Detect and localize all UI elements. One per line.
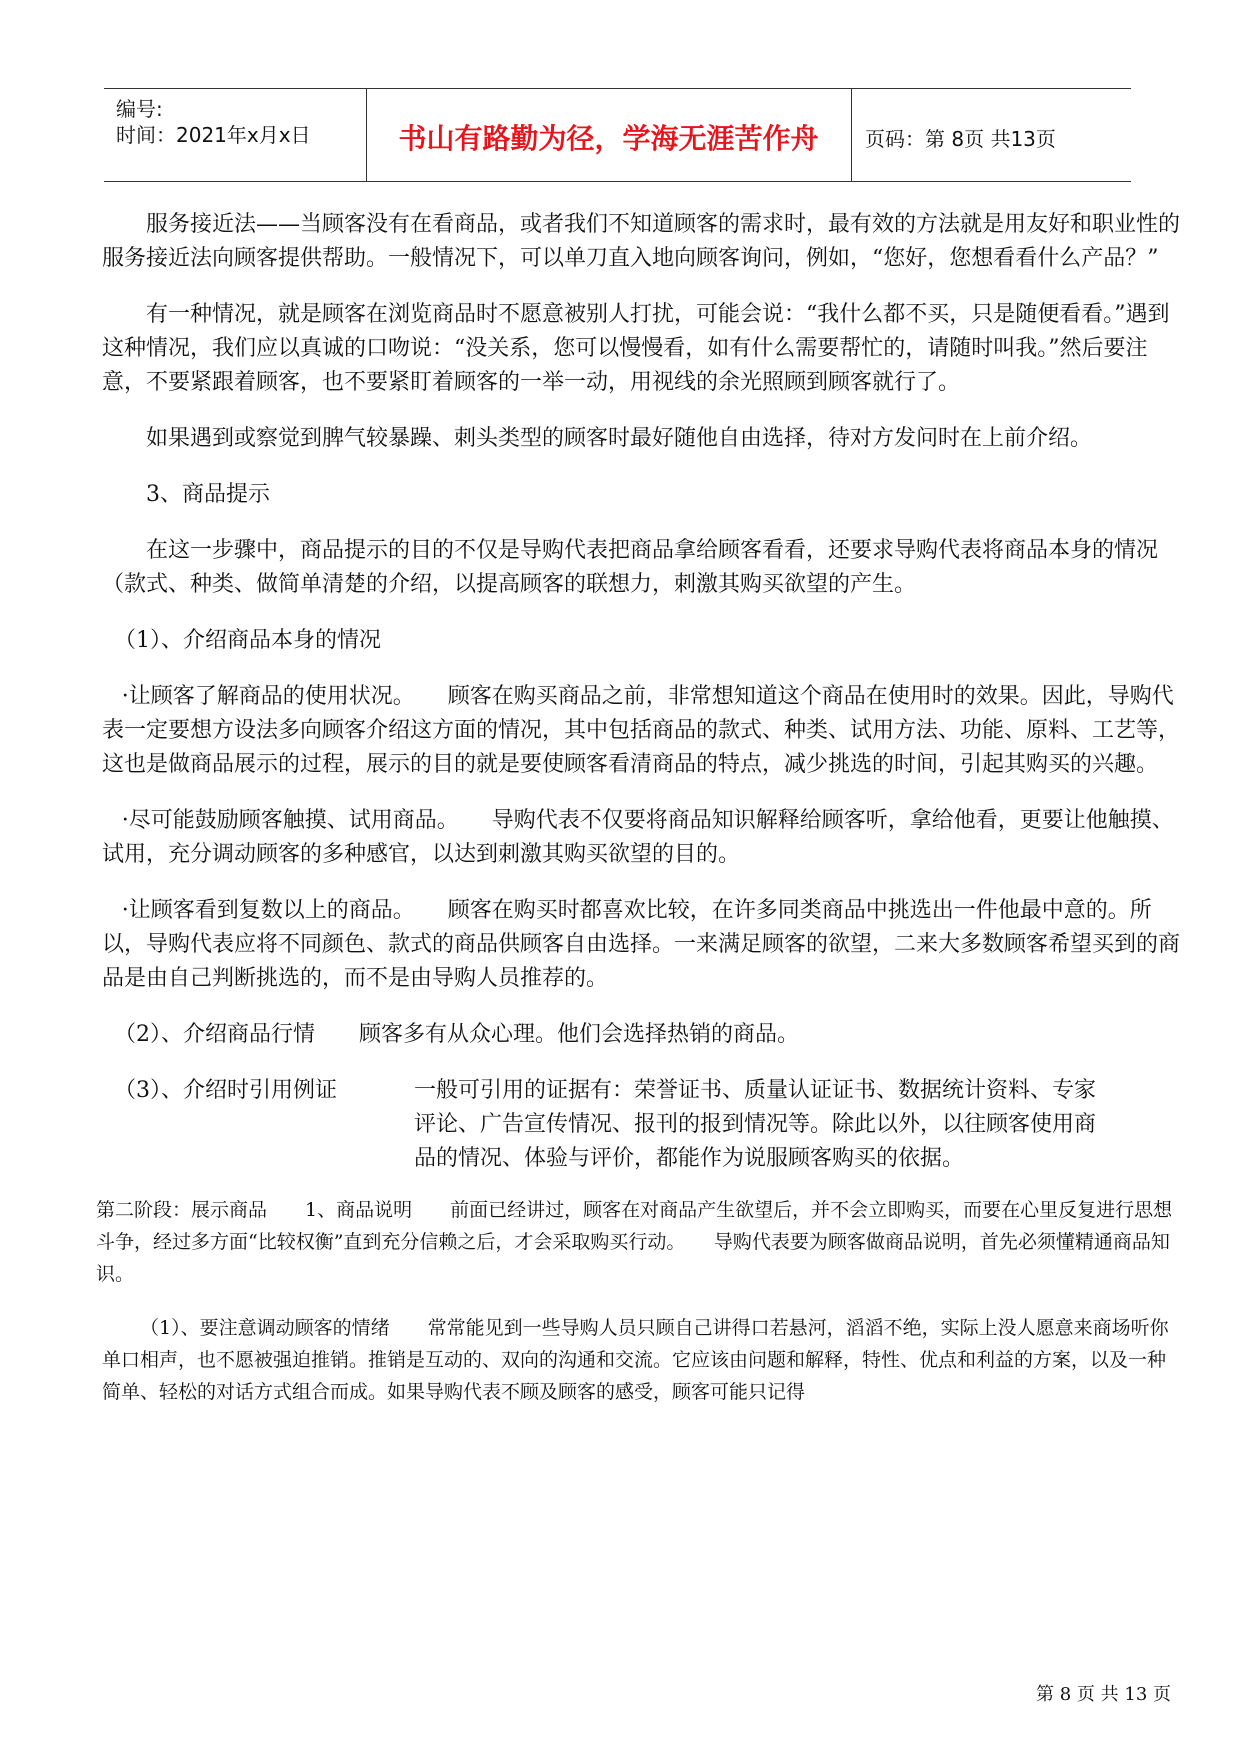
header-motto-cell [366, 89, 852, 181]
example-evidence-item [102, 1074, 1182, 1176]
paragraph-stage-two: 第二阶段：展示商品 1、商品说明 前面已经讲过，顾客在对商品产生欲望后，并不会立即购买，而要在心里反复进行思想斗争，经过多方面“比较权衡”直到充分信赖之后，才会采取购买行动。 导购代表要为顾客做商品说明，首先必须懂精通商品知识。 [96, 1199, 1173, 1285]
header-page-info: 页码：第 8页 共13页 [865, 127, 1056, 151]
example-evidence-text: 一般可引用的证据有：荣誉证书、质量认证证书、数据统计资料、专家评论、广告宣传情况、报刊的报到情况等。除此以外，以往顾客使用商品的情况、体验与评价，都能作为说服顾客购买的依据。 [414, 1078, 1097, 1171]
document-body [96, 208, 1182, 1408]
paragraph-customer-emotion: （1）、要注意调动顾客的情绪 常常能见到一些导购人员只顾自己讲得口若悬河，滔滔不绝，实际上没人愿意来商场听你单口相声，也不愿被强迫推销。推销是互动的、双向的沟通和交流。它应该由问题和解释，特性、优点和利益的方案，以及一种简单、轻松的对话方式组合而成。如果导购代表不顾及顾客的感受，顾客可能只记得 [102, 1317, 1169, 1403]
page-header [104, 88, 1131, 182]
document-time-label: 时间：2021年x月x日 [116, 123, 311, 147]
section-heading-product-prompt: 3、商品提示 [146, 482, 270, 507]
header-page-cell [851, 89, 1131, 181]
paragraph-service-approach: 服务接近法——当顾客没有在看商品，或者我们不知道顾客的需求时，最有效的方法就是用友好和职业性的服务接近法向顾客提供帮助。一般情况下，可以单刀直入地向顾客询问，例如，“您好，您想看看什么产品？” [102, 212, 1181, 271]
example-evidence-label: （3）、介绍时引用例证 [114, 1078, 337, 1103]
page-footer: 第 8 页 共 13 页 [1036, 1684, 1171, 1705]
paragraph-difficult-customer: 如果遇到或察觉到脾气较暴躁、刺头类型的顾客时最好随他自由选择，待对方发问时在上前介绍。 [146, 426, 1093, 451]
header-meta-cell [104, 89, 367, 181]
subheading-market-conditions: （2）、介绍商品行情 顾客多有从众心理。他们会选择热销的商品。 [114, 1022, 799, 1047]
document-number-label: 编号: [116, 97, 163, 121]
subheading-introduce-product: （1）、介绍商品本身的情况 [114, 628, 381, 653]
bullet-multiple-products: ·让顾客看到复数以上的商品。 顾客在购买时都喜欢比较，在许多同类商品中挑选出一件他最中意的。所以，导购代表应将不同颜色、款式的商品供顾客自由选择。一来满足顾客的欲望，二来大多数顾客希望买到的商品是由自己判断挑选的，而不是由导购人员推荐的。 [102, 898, 1181, 991]
header-motto: 书山有路勤为径，学海无涯苦作舟 [398, 122, 819, 155]
paragraph-product-prompt: 在这一步骤中，商品提示的目的不仅是导购代表把商品拿给顾客看看，还要求导购代表将商品本身的情况（款式、种类、做简单清楚的介绍，以提高顾客的联想力，刺激其购买欲望的产生。 [102, 538, 1159, 597]
paragraph-browsing: 有一种情况，就是顾客在浏览商品时不愿意被别人打扰，可能会说：“我什么都不买，只是随便看看。”遇到这种情况，我们应以真诚的口吻说：“没关系，您可以慢慢看，如有什么需要帮忙的，请随时叫我。”然后要注意，不要紧跟着顾客，也不要紧盯着顾客的一举一动，用视线的余光照顾到顾客就行了。 [102, 302, 1170, 395]
bullet-touch-try: ·尽可能鼓励顾客触摸、试用商品。 导购代表不仅要将商品知识解释给顾客听，拿给他看，更要让他触摸、试用，充分调动顾客的多种感官，以达到刺激其购买欲望的目的。 [102, 808, 1174, 867]
bullet-usage-status: ·让顾客了解商品的使用状况。 顾客在购买商品之前，非常想知道这个商品在使用时的效果。因此，导购代表一定要想方设法多向顾客介绍这方面的情况，其中包括商品的款式、种类、试用方法、功能、原料、工艺等，这也是做商品展示的过程，展示的目的就是要使顾客看清商品的特点，减少挑选的时间，引起其购买的兴趣。 [102, 684, 1181, 777]
